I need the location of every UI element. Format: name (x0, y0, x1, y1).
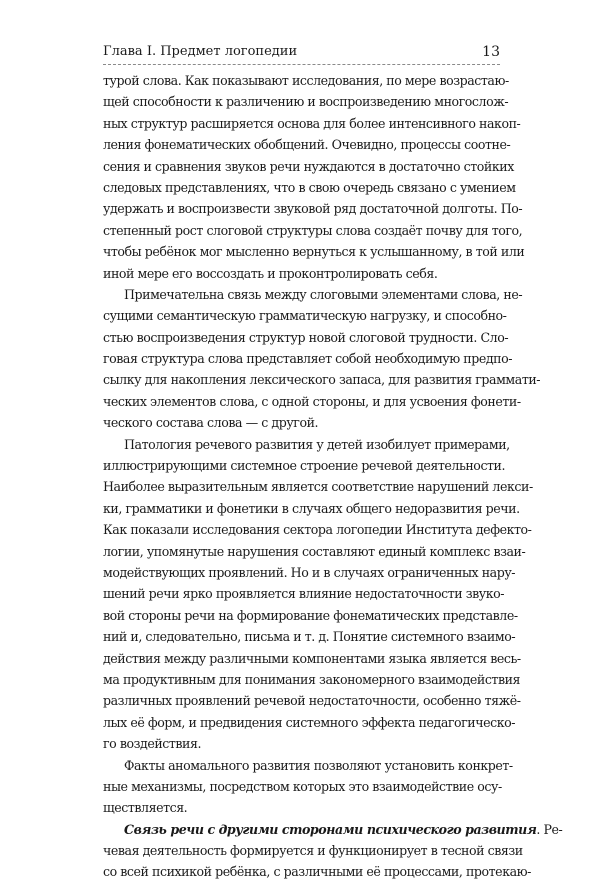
text-line: сения и сравнения звуков речи нуждаются в достаточно стойких (103, 158, 514, 174)
text-line: вой стороны речи на формирование фонематических представле- (103, 607, 518, 623)
text-line: действия между различными компонентами языка является весь- (103, 650, 521, 666)
text-line: со всей психикой ребёнка, с различными её процессами, протекаю- (103, 864, 531, 880)
text-line: чтобы ребёнок мог мысленно вернуться к услышанному, в той или (103, 244, 525, 260)
text-line: чевая деятельность формируется и функционирует в тесной связи (103, 843, 523, 859)
text-line: шений речи ярко проявляется влияние недостаточности звуко- (103, 586, 505, 602)
text-line: логии, упомянутые нарушения составляют единый комплекс взаи- (103, 543, 526, 559)
text-line: ческого состава слова — с другой. (103, 415, 319, 431)
text-line (103, 819, 563, 840)
text-line: говая структура слова представляет собой необходимую предпо- (103, 351, 513, 367)
text-line: лых её форм, и предвидения системного эффекта педагогическо- (103, 714, 516, 730)
text-line: степенный рост слоговой структуры слова создаёт почву для того, (103, 222, 523, 238)
page-body (103, 70, 563, 883)
text-line: ки, грамматики и фонетики в случаях общего недоразвития речи. (103, 500, 520, 516)
text-line: ных структур расширяется основа для более интенсивного накоп- (103, 115, 521, 131)
text-line: различных проявлений речевой недостаточности, особенно тяжё- (103, 693, 521, 709)
chapter-title: Глава I. Предмет логопедии (103, 44, 298, 59)
text-line: ма продуктивным для понимания закономерного взаимодействия (103, 671, 521, 687)
text-line: ний и, следовательно, письма и т. д. Понятие системного взаимо- (103, 629, 516, 645)
text-line: сущими семантическую грамматическую нагрузку, и способно- (103, 308, 507, 324)
text-line: Примечательна связь между слоговыми элементами слова, не- (124, 286, 523, 302)
text-line: ления фонематических обобщений. Очевидно, процессы соотне- (103, 137, 511, 153)
header-rule (103, 64, 500, 65)
text-line: Факты аномального развития позволяют установить конкрет- (124, 757, 513, 773)
text-line: стью воспроизведения структур новой слоговой трудности. Сло- (103, 329, 509, 345)
section-heading-inline: Связь речи с другими сторонами психического развития (124, 821, 537, 837)
text-line: Патология речевого развития у детей изобилует примерами, (124, 436, 510, 452)
text-line: модействующих проявлений. Но и в случаях ограниченных нару- (103, 564, 516, 580)
text-line: го воздействия. (103, 736, 202, 752)
text-line: иллюстрирующими системное строение речевой деятельности. (103, 458, 506, 474)
text-line: иной мере его воссоздать и проконтролировать себя. (103, 265, 438, 281)
text-line: ческих элементов слова, с одной стороны, и для усвоения фонети- (103, 393, 521, 409)
text-line: ные механизмы, посредством которых это взаимодействие осу- (103, 778, 502, 794)
text-line: удержать и воспроизвести звуковой ряд достаточной долготы. По- (103, 201, 523, 217)
text-line: щей способности к различению и воспроизведению многослож- (103, 94, 509, 110)
text-line: ществляется. (103, 800, 188, 816)
text-fragment: . Ре- (536, 821, 563, 837)
text-line: Как показали исследования сектора логопедии Института дефекто- (103, 522, 532, 538)
page-number: 13 (482, 44, 500, 60)
text-line: следовых представлениях, что в свою очередь связано с умением (103, 179, 516, 195)
text-line: Наиболее выразительным является соответствие нарушений лекси- (103, 479, 533, 495)
running-header (103, 42, 500, 62)
text-line: турой слова. Как показывают исследования, по мере возрастаю- (103, 73, 509, 88)
text-line: сылку для накопления лексического запаса, для развития граммати- (103, 372, 541, 388)
